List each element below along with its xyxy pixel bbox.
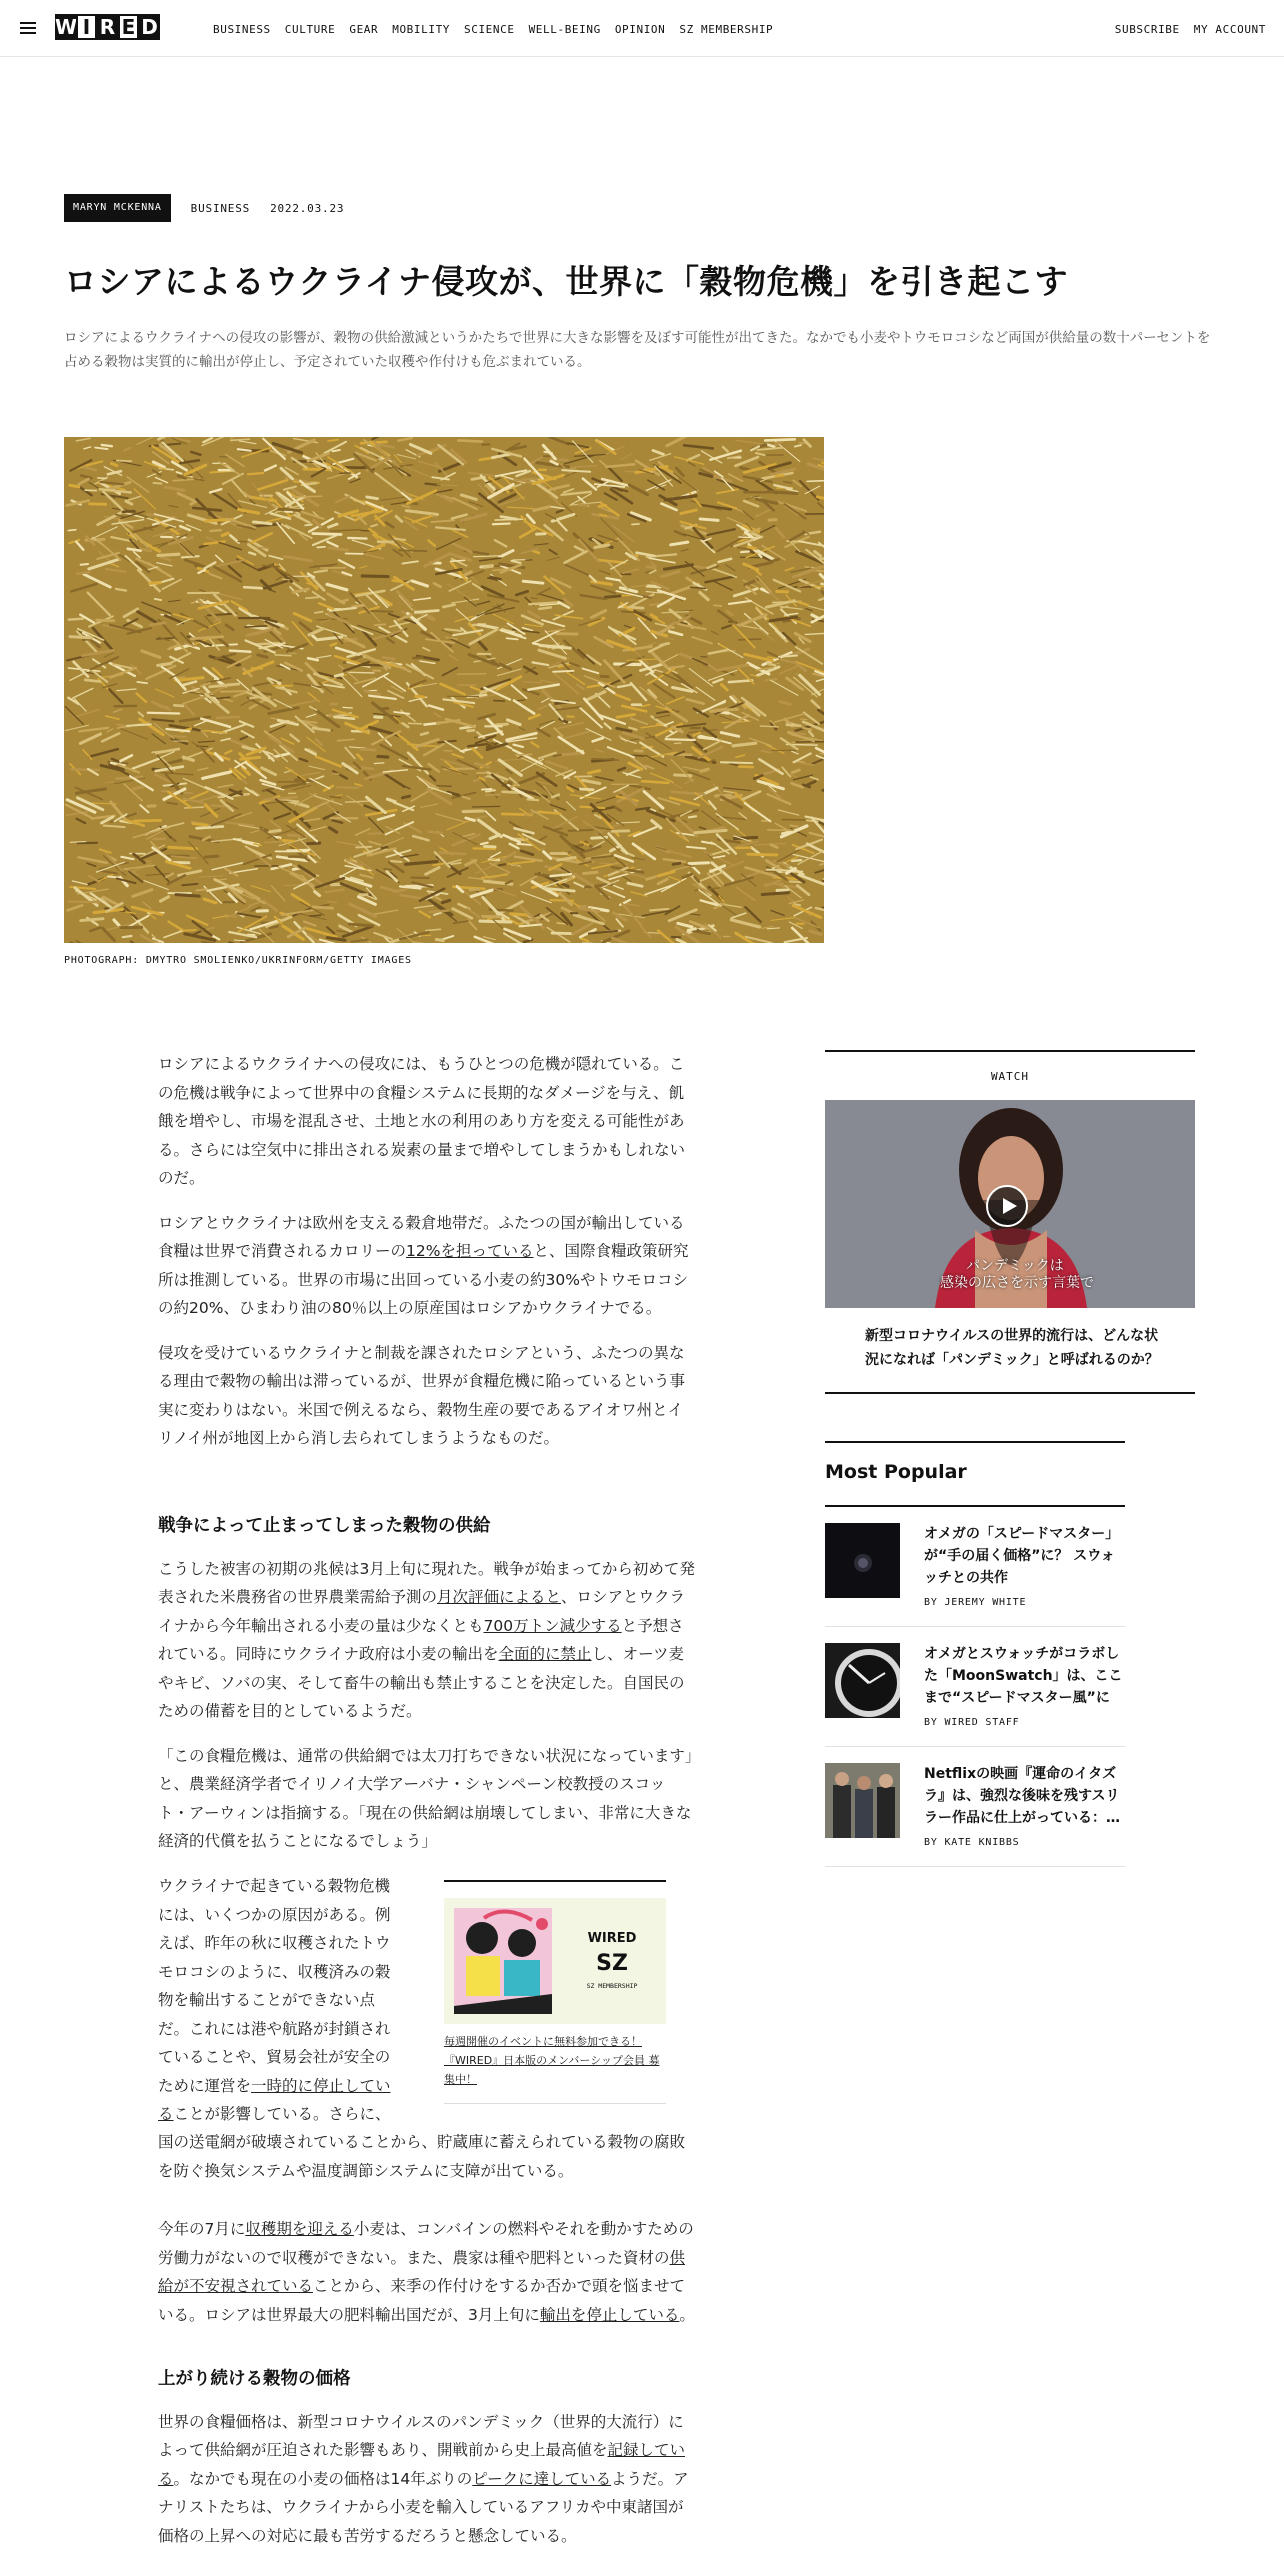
promo-logo: WIRED xyxy=(587,1931,637,1946)
promo-mark: SZ xyxy=(596,1951,628,1976)
nav-business[interactable]: BUSINESS xyxy=(213,23,271,36)
text: し、オーツ麦やキビ、ソバの実、そして畜牛の輸出も禁止することを決定した。自国民のための備蓄を目的としているようだ。 xyxy=(158,1645,685,1720)
popular-item[interactable] xyxy=(825,1747,1125,1867)
paragraph xyxy=(158,2408,696,2551)
article-dek: ロシアによるウクライナへの侵攻の影響が、穀物の供給激減というかたちで世界に大きな影響を及ぼす可能性が出てきた。なかでも小麦やトウモロコシなど両国が供給量の数十パーセントを占める穀物は実質的に輸出が停止し、予定されていた収穫や作付けも危ぶまれている。 xyxy=(64,330,1211,370)
nav-culture[interactable]: CULTURE xyxy=(284,23,336,36)
video-title[interactable]: 新型コロナウイルスの世界的流行は、どんな状況になれば「パンデミック」と呼ばれるのか？ xyxy=(865,1328,1159,1368)
section-heading: 戦争によって止まってしまった穀物の供給 xyxy=(158,1516,491,1536)
popular-byline: BY JEREMY WHITE xyxy=(924,1597,1027,1608)
logo-letter: I xyxy=(76,14,97,40)
account-links xyxy=(1115,23,1280,36)
text: 小麦は、コンバインの燃料やそれを動かすための労働力がないので収穫ができない。また、農家は種や肥料といった資材の xyxy=(158,2220,694,2267)
popular-item[interactable] xyxy=(825,1627,1125,1747)
promo-art xyxy=(444,1898,666,2024)
most-popular xyxy=(825,1441,1125,1867)
popular-title[interactable]: オメガの「スピードマスター」が“手の届く価格”に？ スウォッチとの共作 xyxy=(924,1526,1120,1586)
inline-link[interactable]: ピークに達している xyxy=(472,2469,612,2488)
popular-thumbnail xyxy=(825,1643,900,1718)
popular-title[interactable]: Netflixの映画『運命のイタズラ』は、強烈な後味を残すスリラー作品に仕上がっている：… xyxy=(924,1766,1120,1826)
inline-link[interactable]: 全面的に禁止 xyxy=(498,1645,592,1663)
popular-thumbnail xyxy=(825,1763,900,1838)
inline-link[interactable]: 700万トン減少する xyxy=(483,1616,622,1635)
text: ことから、来季の作付けをするか否かで頭を悩ませている。ロシアは世界最大の肥料輸出国だが、3月上旬に xyxy=(158,2277,686,2324)
logo-letter: D xyxy=(139,14,160,40)
nav-sz-membership[interactable]: SZ MEMBERSHIP xyxy=(679,23,774,36)
article-body-lower xyxy=(158,2128,696,2566)
top-navigation-bar xyxy=(0,0,1284,57)
inline-link[interactable]: 記録している xyxy=(158,2441,686,2488)
text: こうした被害の初期の兆候は3月上旬に現れた。戦争が始まってから初めて発表された米農務省の世界農業需給予測の xyxy=(158,1559,695,1606)
hero-image xyxy=(64,437,824,943)
popular-thumbnail xyxy=(825,1523,900,1598)
text: ことが影響している。さらに、 xyxy=(173,2105,391,2123)
nav-gear[interactable]: GEAR xyxy=(349,23,379,36)
text: 世界の食糧価格は、新型コロナウイルスのパンデミック（世界的大流行）によって供給網が圧迫された影響もあり、開戦前から史上最高値を xyxy=(158,2412,684,2459)
inline-link[interactable]: 供給が不安視されている xyxy=(158,2248,686,2295)
play-button[interactable] xyxy=(986,1185,1028,1227)
paragraph: 「この食糧危機は、通常の供給網では太刀打ちできない状況になっています」と、農業経済学者でイリノイ大学アーバナ・シャンペーン校教授のスコット・アーウィンは指摘する。「現在の供給網は崩壊してしまい、非常に大きな経済的代償を払うことになるでしょう」 xyxy=(158,1746,693,1850)
promo-illustration xyxy=(444,1898,666,2024)
text: る。 xyxy=(630,1299,662,1317)
paragraph xyxy=(158,2215,696,2329)
article-body-upper xyxy=(158,1050,696,1469)
popular-item[interactable] xyxy=(825,1507,1125,1627)
nav-mobility[interactable]: MOBILITY xyxy=(392,23,451,36)
inline-link[interactable]: 月次評価によると xyxy=(437,1588,562,1606)
video-player[interactable] xyxy=(825,1100,1195,1308)
watch-label: WATCH xyxy=(990,1070,1030,1083)
article-title: ロシアによるウクライナ侵攻が、世界に「穀物危機」を引き起こす xyxy=(64,262,1069,301)
wired-logo[interactable] xyxy=(55,14,160,40)
paragraph xyxy=(158,1555,696,1726)
subtitle-line: パンデミックは xyxy=(966,1258,1064,1274)
video-subtitle xyxy=(940,1258,1094,1292)
text: 。なかでも現在の小麦の価格は14年ぶりの xyxy=(173,2469,473,2488)
sz-membership-promo[interactable] xyxy=(444,1880,666,2104)
text: と、国際食糧政策研究所は推測している。世界の市場に出回っている小麦の約30%やトウモロコシの約20%、ひまわり油の80％以上の原産国はロシアかウクライナで xyxy=(158,1242,689,1317)
text: ウクライナで起きている穀物危機には、いくつかの原因がある。例えば、昨年の秋に収穫されたトウモロコシのように、収穫済みの穀物を輸出することができない点だ。これには港や航路が封鎖されていることや、貿易会社が安全のために運営を xyxy=(158,1877,391,2095)
paragraph: 国の送電網が破壊されていることから、貯蔵庫に蓄えられている穀物の腐敗を防ぐ換気システムや温度調節システムに支障が出ている。 xyxy=(158,2133,686,2180)
inline-link[interactable]: 輸出を停止している xyxy=(539,2305,680,2324)
logo-letter: R xyxy=(97,14,118,40)
section-nav xyxy=(213,23,787,36)
popular-title[interactable]: オメガとスウォッチがコラボした「MoonSwatch」は、ここまで“スピードマスター風”に xyxy=(924,1646,1123,1706)
category-link[interactable]: BUSINESS xyxy=(190,201,251,215)
nav-well-being[interactable]: WELL-BEING xyxy=(528,23,601,36)
article-body-wrapped xyxy=(158,1872,403,2129)
inline-link[interactable]: 12%を担っている xyxy=(406,1242,534,1260)
text: 。 xyxy=(679,2305,695,2324)
logo-letter: E xyxy=(118,14,139,40)
popular-byline: BY KATE KNIBBS xyxy=(924,1837,1020,1848)
my-account-link[interactable]: MY ACCOUNT xyxy=(1193,23,1266,36)
paragraph xyxy=(158,1209,696,1323)
promo-tag: SZ MEMBERSHIP xyxy=(586,1982,638,1990)
divider xyxy=(825,1441,1125,1443)
promo-caption[interactable]: 毎週開催のイベントに無料参加できる！『WIRED』日本版のメンバーシップ会員 募集中！ xyxy=(444,2035,660,2086)
text: 、ロシアとウクライナから今年輸出される小麦の量は少なくとも xyxy=(158,1588,686,1635)
text: 今年の7月に xyxy=(158,2220,246,2238)
nav-science[interactable]: SCIENCE xyxy=(464,23,515,36)
text: と予想されている。同時にウクライナ政府は小麦の輸出を xyxy=(158,1616,684,1663)
publish-date: 2022.03.23 xyxy=(270,201,345,215)
most-popular-title: Most Popular xyxy=(825,1461,967,1483)
paragraph: ロシアによるウクライナへの侵攻には、もうひとつの危機が隠れている。この危機は戦争によって世界中の食糧システムに長期的なダメージを与え、飢餓を増やし、市場を混乱させ、土地と水の利用のあり方を変える可能性がある。さらには空気中に排出される炭素の量まで増やしてしまうかもしれないのだ。 xyxy=(158,1055,686,1187)
grain-photo xyxy=(64,437,824,943)
author-tag[interactable]: MARYN MCKENNA xyxy=(64,194,171,222)
nav-opinion[interactable]: OPINION xyxy=(614,23,666,36)
section-heading: 上がり続ける穀物の価格 xyxy=(158,2369,351,2389)
article-body-middle xyxy=(158,1512,696,1872)
watch-module xyxy=(825,1050,1195,1394)
text: ようだ。アナリストたちは、ウクライナから小麦を輸入しているアフリカや中東諸国が価格の上昇への対応に最も苦労するだろうと懸念している。 xyxy=(158,2469,689,2545)
photo-credit: PHOTOGRAPH: DMYTRO SMOLIENKO/UKRINFORM/GETTY IMAGES xyxy=(64,955,412,966)
text: ロシアとウクライナは欧州を支える穀倉地帯だ。ふたつの国が輸出している食糧は世界で消費されるカロリーの xyxy=(158,1213,685,1260)
subscribe-link[interactable]: SUBSCRIBE xyxy=(1114,23,1180,36)
inline-link[interactable]: 一時的に停止している xyxy=(158,2076,391,2123)
popular-byline: BY WIRED STAFF xyxy=(924,1717,1020,1728)
inline-link[interactable]: 収穫期を迎える xyxy=(245,2220,354,2238)
article-meta xyxy=(64,194,344,222)
paragraph xyxy=(158,1872,403,2129)
paragraph: 侵攻を受けているウクライナと制裁を課されたロシアという、ふたつの異なる理由で穀物の輸出は滞っているが、世界が食糧危機に陥っているという事実に変わりはない。米国で例えるなら、穀物生産の要であるアイオワ州とイリノイ州が地図上から消し去られてしまうようなものだ。 xyxy=(158,1343,686,1447)
logo-letter: W xyxy=(55,15,78,39)
subtitle-line: 感染の広さを示す言葉で xyxy=(940,1275,1094,1291)
menu-icon[interactable] xyxy=(20,22,36,34)
